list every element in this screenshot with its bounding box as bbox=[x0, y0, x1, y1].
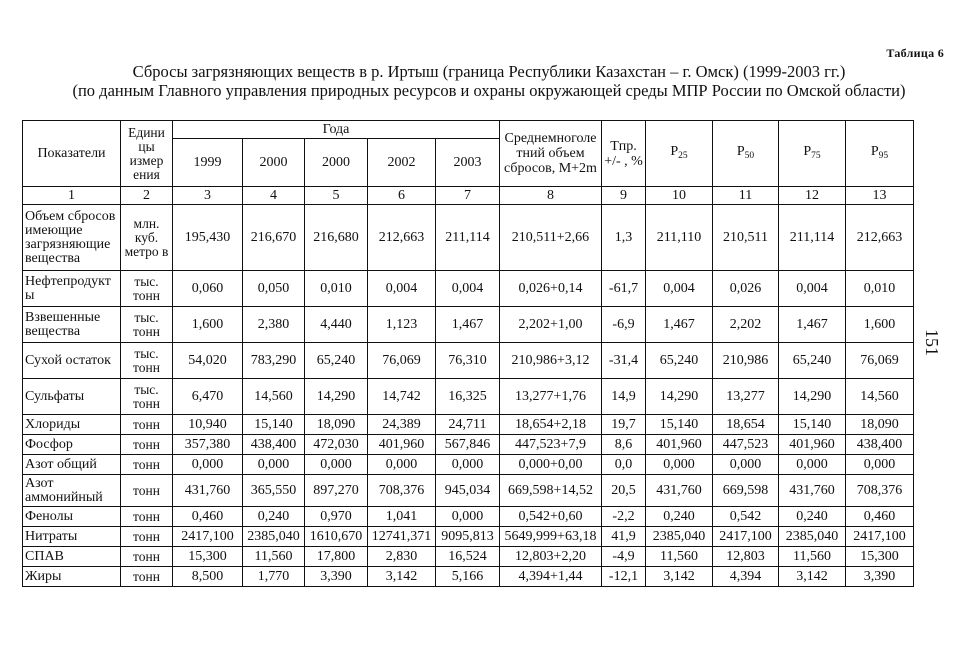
row-indicator: Азот аммонийный bbox=[23, 475, 121, 507]
row-value: 0,460 bbox=[846, 507, 914, 527]
row-value: 1,467 bbox=[646, 307, 713, 343]
row-value: 216,670 bbox=[243, 205, 305, 271]
row-value: 54,020 bbox=[173, 343, 243, 379]
row-value: 2417,100 bbox=[846, 527, 914, 547]
row-value: 897,270 bbox=[305, 475, 368, 507]
column-number: 4 bbox=[243, 187, 305, 205]
header-indicator: Показатели bbox=[23, 121, 121, 187]
row-indicator: СПАВ bbox=[23, 547, 121, 567]
row-value: -4,9 bbox=[602, 547, 646, 567]
row-value: 4,394+1,44 bbox=[500, 567, 602, 587]
row-value: -31,4 bbox=[602, 343, 646, 379]
row-value: -61,7 bbox=[602, 271, 646, 307]
row-value: 2417,100 bbox=[713, 527, 779, 547]
column-number: 12 bbox=[779, 187, 846, 205]
row-value: 401,960 bbox=[368, 435, 436, 455]
row-value: 65,240 bbox=[646, 343, 713, 379]
row-unit: тонн bbox=[121, 507, 173, 527]
row-value: 3,142 bbox=[646, 567, 713, 587]
row-indicator: Азот общий bbox=[23, 455, 121, 475]
row-value: 5,166 bbox=[436, 567, 500, 587]
row-value: 357,380 bbox=[173, 435, 243, 455]
row-value: 0,460 bbox=[173, 507, 243, 527]
row-value: 0,026+0,14 bbox=[500, 271, 602, 307]
table-row bbox=[23, 415, 914, 435]
table-row bbox=[23, 475, 914, 507]
row-value: 669,598+14,52 bbox=[500, 475, 602, 507]
table-row bbox=[23, 307, 914, 343]
row-value: 6,470 bbox=[173, 379, 243, 415]
row-indicator: Жиры bbox=[23, 567, 121, 587]
row-value: 0,010 bbox=[846, 271, 914, 307]
table-row bbox=[23, 527, 914, 547]
row-value: 18,654+2,18 bbox=[500, 415, 602, 435]
row-value: 14,290 bbox=[646, 379, 713, 415]
row-value: 15,300 bbox=[173, 547, 243, 567]
row-value: 0,000 bbox=[436, 455, 500, 475]
header-p25: $P_{25}$ bbox=[646, 121, 713, 187]
row-value: 0,060 bbox=[173, 271, 243, 307]
row-value: 2385,040 bbox=[779, 527, 846, 547]
column-number: 13 bbox=[846, 187, 914, 205]
row-indicator: Сульфаты bbox=[23, 379, 121, 415]
row-value: 17,800 bbox=[305, 547, 368, 567]
row-value: 0,004 bbox=[436, 271, 500, 307]
row-value: 0,000+0,00 bbox=[500, 455, 602, 475]
row-value: 24,711 bbox=[436, 415, 500, 435]
row-value: 14,9 bbox=[602, 379, 646, 415]
row-value: 3,390 bbox=[305, 567, 368, 587]
row-value: 0,240 bbox=[243, 507, 305, 527]
row-value: 0,004 bbox=[646, 271, 713, 307]
column-number: 6 bbox=[368, 187, 436, 205]
row-value: 13,277+1,76 bbox=[500, 379, 602, 415]
table-row bbox=[23, 507, 914, 527]
row-value: 2417,100 bbox=[173, 527, 243, 547]
row-value: 0,026 bbox=[713, 271, 779, 307]
row-value: 15,140 bbox=[243, 415, 305, 435]
row-value: 19,7 bbox=[602, 415, 646, 435]
header-row bbox=[23, 121, 914, 139]
row-value: 212,663 bbox=[368, 205, 436, 271]
row-unit: млн. куб. метро в bbox=[121, 205, 173, 271]
column-number: 10 bbox=[646, 187, 713, 205]
row-value: 0,0 bbox=[602, 455, 646, 475]
row-value: 0,010 bbox=[305, 271, 368, 307]
header-year: 2000 bbox=[243, 139, 305, 187]
row-value: 12741,371 bbox=[368, 527, 436, 547]
row-value: 0,000 bbox=[305, 455, 368, 475]
row-value: 447,523+7,9 bbox=[500, 435, 602, 455]
row-value: -12,1 bbox=[602, 567, 646, 587]
row-unit: тонн bbox=[121, 527, 173, 547]
row-value: 18,654 bbox=[713, 415, 779, 435]
header-trend: Tпр. +/- , % bbox=[602, 121, 646, 187]
column-numbers-row bbox=[23, 187, 914, 205]
row-value: 15,140 bbox=[646, 415, 713, 435]
row-value: 16,524 bbox=[436, 547, 500, 567]
row-value: 210,511+2,66 bbox=[500, 205, 602, 271]
table-row bbox=[23, 435, 914, 455]
header-mean-volume: Среднемноголе тний объем сбросов, М+2m bbox=[500, 121, 602, 187]
row-value: 14,290 bbox=[305, 379, 368, 415]
row-value: 65,240 bbox=[305, 343, 368, 379]
row-unit: тыс. тонн bbox=[121, 343, 173, 379]
row-value: 945,034 bbox=[436, 475, 500, 507]
row-value: 211,114 bbox=[436, 205, 500, 271]
row-value: 18,090 bbox=[846, 415, 914, 435]
header-year: 2003 bbox=[436, 139, 500, 187]
row-value: 5649,999+63,18 bbox=[500, 527, 602, 547]
row-value: 0,000 bbox=[713, 455, 779, 475]
row-value: 669,598 bbox=[713, 475, 779, 507]
row-value: 14,742 bbox=[368, 379, 436, 415]
table-row bbox=[23, 379, 914, 415]
row-value: 18,090 bbox=[305, 415, 368, 435]
row-value: 212,663 bbox=[846, 205, 914, 271]
header-p50: $P_{50}$ bbox=[713, 121, 779, 187]
column-number: 1 bbox=[23, 187, 121, 205]
row-value: 3,142 bbox=[368, 567, 436, 587]
row-value: 1,770 bbox=[243, 567, 305, 587]
row-value: 0,000 bbox=[779, 455, 846, 475]
row-value: 3,142 bbox=[779, 567, 846, 587]
row-unit: тонн bbox=[121, 547, 173, 567]
row-value: 4,394 bbox=[713, 567, 779, 587]
row-value: 0,004 bbox=[368, 271, 436, 307]
row-value: 14,290 bbox=[779, 379, 846, 415]
row-indicator: Фенолы bbox=[23, 507, 121, 527]
row-value: 0,542+0,60 bbox=[500, 507, 602, 527]
header-units: Едини цы измер ения bbox=[121, 121, 173, 187]
row-indicator: Объем сбросов имеющие загрязняющие вещества bbox=[23, 205, 121, 271]
header-year: 2000 bbox=[305, 139, 368, 187]
column-number: 7 bbox=[436, 187, 500, 205]
row-unit: тыс. тонн bbox=[121, 271, 173, 307]
row-value: 16,325 bbox=[436, 379, 500, 415]
row-value: 401,960 bbox=[779, 435, 846, 455]
row-value: 15,140 bbox=[779, 415, 846, 435]
row-indicator: Нитраты bbox=[23, 527, 121, 547]
row-value: 1,467 bbox=[436, 307, 500, 343]
row-value: 431,760 bbox=[646, 475, 713, 507]
header-p95: $P_{95}$ bbox=[846, 121, 914, 187]
row-value: 365,550 bbox=[243, 475, 305, 507]
row-value: 4,440 bbox=[305, 307, 368, 343]
row-value: 2385,040 bbox=[646, 527, 713, 547]
row-value: 438,400 bbox=[243, 435, 305, 455]
table-row bbox=[23, 455, 914, 475]
row-indicator: Нефтепродукт ы bbox=[23, 271, 121, 307]
row-value: 431,760 bbox=[173, 475, 243, 507]
row-value: 0,970 bbox=[305, 507, 368, 527]
column-number: 9 bbox=[602, 187, 646, 205]
row-value: 0,000 bbox=[243, 455, 305, 475]
row-value: 12,803 bbox=[713, 547, 779, 567]
row-value: 0,240 bbox=[779, 507, 846, 527]
row-unit: тонн bbox=[121, 435, 173, 455]
row-value: 438,400 bbox=[846, 435, 914, 455]
row-value: 0,000 bbox=[368, 455, 436, 475]
table-number-label: Таблица 6 bbox=[886, 46, 944, 60]
page-number: 151 bbox=[922, 329, 942, 356]
row-unit: тыс. тонн bbox=[121, 379, 173, 415]
row-unit: тыс. тонн bbox=[121, 307, 173, 343]
row-unit: тонн bbox=[121, 415, 173, 435]
row-value: 76,310 bbox=[436, 343, 500, 379]
row-value: 431,760 bbox=[779, 475, 846, 507]
header-years-group: Года bbox=[173, 121, 500, 139]
row-value: 211,110 bbox=[646, 205, 713, 271]
row-value: 0,004 bbox=[779, 271, 846, 307]
row-value: 14,560 bbox=[846, 379, 914, 415]
row-value: 0,000 bbox=[173, 455, 243, 475]
row-value: 447,523 bbox=[713, 435, 779, 455]
row-value: 13,277 bbox=[713, 379, 779, 415]
row-value: 210,986 bbox=[713, 343, 779, 379]
row-value: 3,390 bbox=[846, 567, 914, 587]
row-value: 8,500 bbox=[173, 567, 243, 587]
row-value: 2,202 bbox=[713, 307, 779, 343]
column-number: 5 bbox=[305, 187, 368, 205]
row-value: 24,389 bbox=[368, 415, 436, 435]
row-indicator: Сухой остаток bbox=[23, 343, 121, 379]
row-value: 2385,040 bbox=[243, 527, 305, 547]
column-number: 2 bbox=[121, 187, 173, 205]
row-unit: тонн bbox=[121, 475, 173, 507]
table-title-line-2: (по данным Главного управления природных ресурсов и охраны окружающей среды МПР России по Омской области) bbox=[72, 81, 906, 100]
row-value: 2,380 bbox=[243, 307, 305, 343]
row-value: 195,430 bbox=[173, 205, 243, 271]
column-number: 3 bbox=[173, 187, 243, 205]
row-value: 11,560 bbox=[243, 547, 305, 567]
row-value: 8,6 bbox=[602, 435, 646, 455]
row-value: 9095,813 bbox=[436, 527, 500, 547]
row-value: 0,000 bbox=[646, 455, 713, 475]
row-value: 14,560 bbox=[243, 379, 305, 415]
column-number: 11 bbox=[713, 187, 779, 205]
row-value: 1,3 bbox=[602, 205, 646, 271]
row-value: 12,803+2,20 bbox=[500, 547, 602, 567]
header-year: 2002 bbox=[368, 139, 436, 187]
row-value: 1,600 bbox=[846, 307, 914, 343]
row-value: 783,290 bbox=[243, 343, 305, 379]
row-value: 11,560 bbox=[779, 547, 846, 567]
row-value: 20,5 bbox=[602, 475, 646, 507]
header-year: 1999 bbox=[173, 139, 243, 187]
row-value: 1,041 bbox=[368, 507, 436, 527]
row-value: -2,2 bbox=[602, 507, 646, 527]
row-value: 401,960 bbox=[646, 435, 713, 455]
table-row bbox=[23, 271, 914, 307]
table-row bbox=[23, 343, 914, 379]
row-value: 0,000 bbox=[846, 455, 914, 475]
row-value: 567,846 bbox=[436, 435, 500, 455]
row-value: 2,830 bbox=[368, 547, 436, 567]
row-value: 0,050 bbox=[243, 271, 305, 307]
row-value: 15,300 bbox=[846, 547, 914, 567]
row-unit: тонн bbox=[121, 455, 173, 475]
row-value: 0,240 bbox=[646, 507, 713, 527]
row-value: 211,114 bbox=[779, 205, 846, 271]
row-value: -6,9 bbox=[602, 307, 646, 343]
row-value: 210,986+3,12 bbox=[500, 343, 602, 379]
table-row bbox=[23, 205, 914, 271]
row-value: 76,069 bbox=[368, 343, 436, 379]
row-value: 216,680 bbox=[305, 205, 368, 271]
row-value: 41,9 bbox=[602, 527, 646, 547]
row-value: 1610,670 bbox=[305, 527, 368, 547]
column-number: 8 bbox=[500, 187, 602, 205]
row-value: 0,000 bbox=[436, 507, 500, 527]
row-unit: тонн bbox=[121, 567, 173, 587]
table-title-line-1: Сбросы загрязняющих веществ в р. Иртыш (граница Республики Казахстан – г. Омск) (1999-2003 гг.) bbox=[132, 62, 846, 81]
row-value: 76,069 bbox=[846, 343, 914, 379]
row-value: 0,542 bbox=[713, 507, 779, 527]
header-p75: $P_{75}$ bbox=[779, 121, 846, 187]
row-value: 2,202+1,00 bbox=[500, 307, 602, 343]
table-row bbox=[23, 567, 914, 587]
row-value: 65,240 bbox=[779, 343, 846, 379]
row-value: 472,030 bbox=[305, 435, 368, 455]
row-value: 210,511 bbox=[713, 205, 779, 271]
table-row bbox=[23, 547, 914, 567]
row-value: 708,376 bbox=[846, 475, 914, 507]
row-value: 1,123 bbox=[368, 307, 436, 343]
row-value: 11,560 bbox=[646, 547, 713, 567]
row-indicator: Хлориды bbox=[23, 415, 121, 435]
row-value: 10,940 bbox=[173, 415, 243, 435]
row-value: 708,376 bbox=[368, 475, 436, 507]
pollutant-discharge-table bbox=[22, 120, 914, 587]
row-value: 1,467 bbox=[779, 307, 846, 343]
row-indicator: Фосфор bbox=[23, 435, 121, 455]
row-indicator: Взвешенные вещества bbox=[23, 307, 121, 343]
row-value: 1,600 bbox=[173, 307, 243, 343]
